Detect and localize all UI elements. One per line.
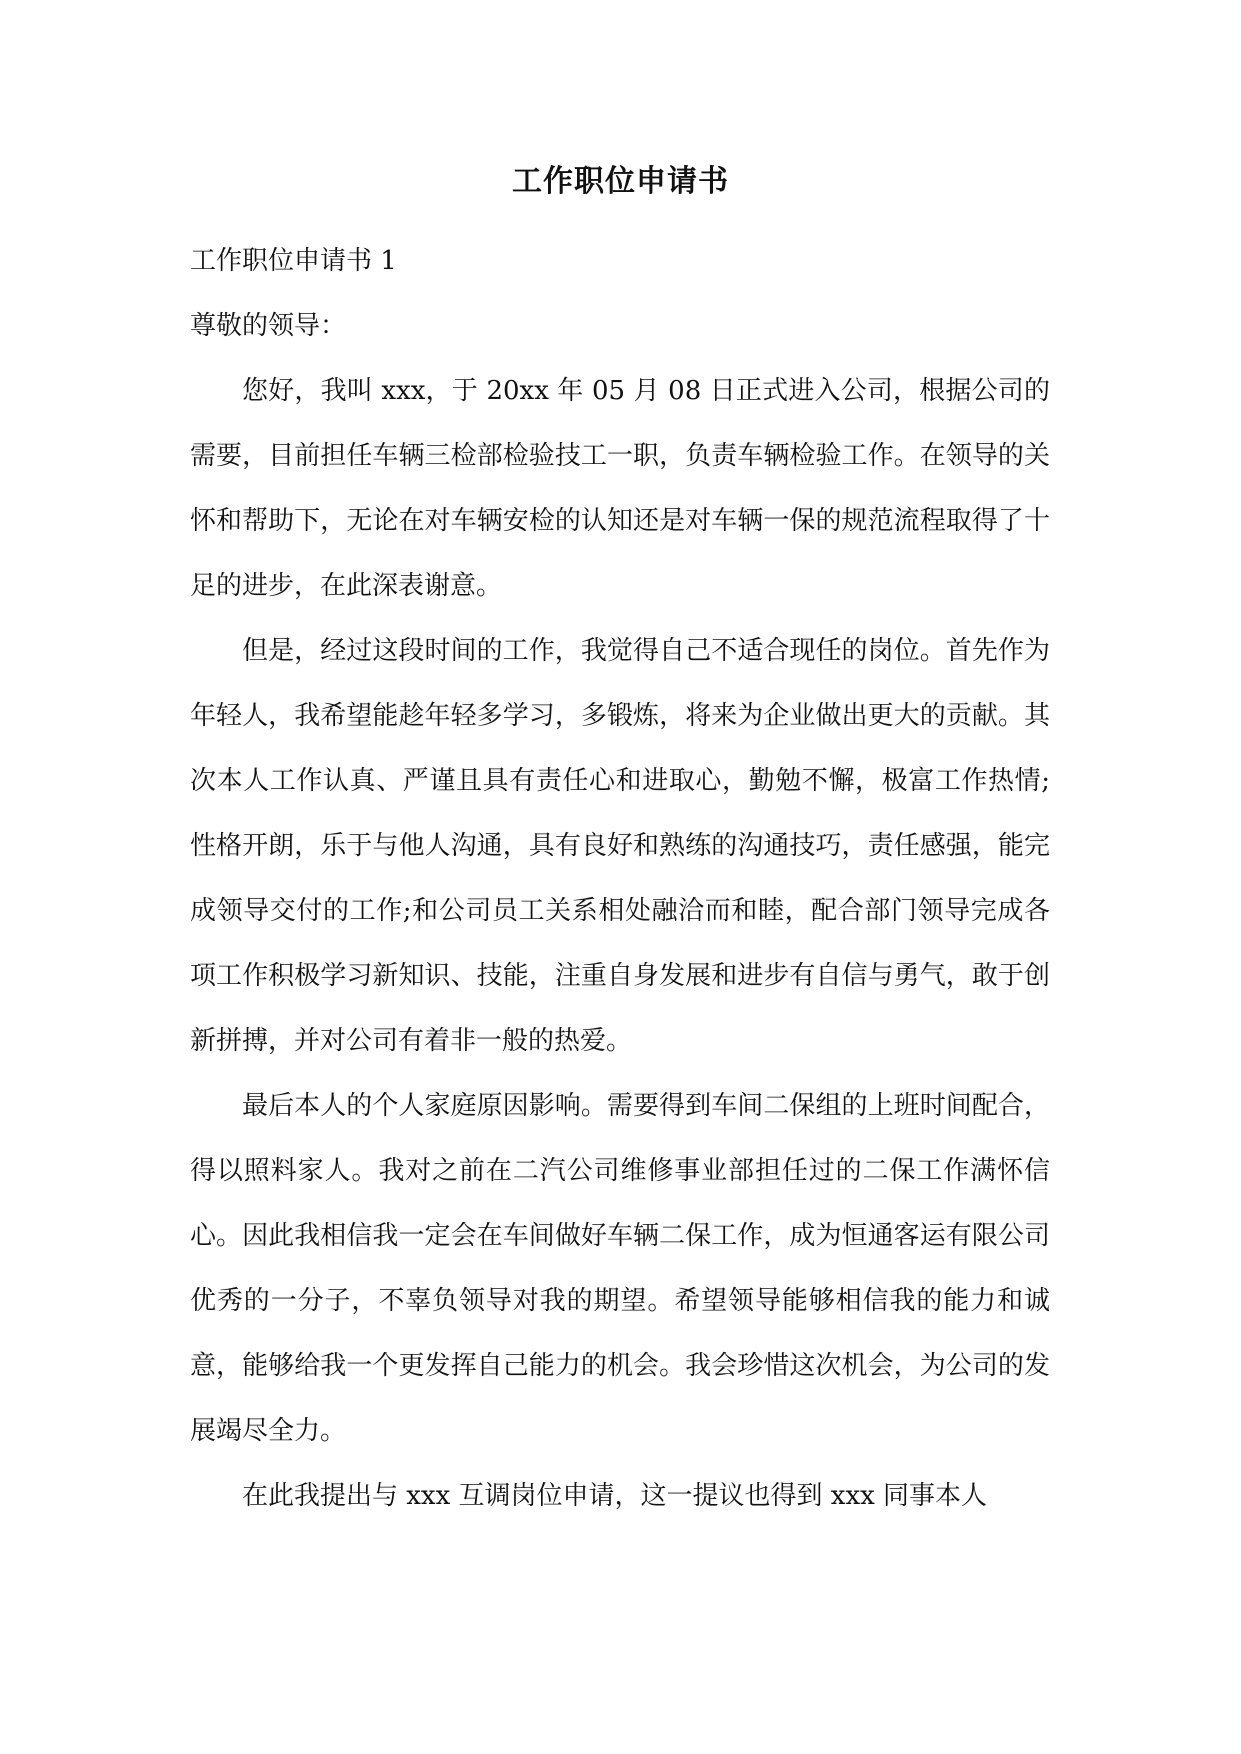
document-title: 工作职位申请书: [512, 164, 729, 199]
paragraph-3: 最后本人的个人家庭原因影响。需要得到车间二保组的上班时间配合，得以照料家人。我对之前在二汽公司维修事业部担任过的二保工作满怀信心。因此我相信我一定会在车间做好车辆二保工作，成为恒通客运有限公司优秀的一分子，不辜负领导对我的期望。希望领导能够相信我的能力和诚意，能够给我一个更发挥自己能力的机会。我会珍惜这次机会，为公司的发展竭尽全力。: [190, 1091, 1050, 1446]
section-heading: 工作职位申请书 1: [190, 246, 397, 276]
document-body: [190, 229, 1050, 1529]
paragraph-1: 您好，我叫 xxx，于 20xx 年 05 月 08 日正式进入公司，根据公司的需要，目前担任车辆三检部检验技工一职，负责车辆检验工作。在领导的关怀和帮助下，无论在对车辆安检的认知还是对车辆一保的规范流程取得了十足的进步，在此深表谢意。: [190, 376, 1050, 601]
paragraph-2: 但是，经过这段时间的工作，我觉得自己不适合现任的岗位。首先作为年轻人，我希望能趁年轻多学习，多锻炼，将来为企业做出更大的贡献。其次本人工作认真、严谨且具有责任心和进取心，勤勉不懈，极富工作热情;性格开朗，乐于与他人沟通，具有良好和熟练的沟通技巧，责任感强，能完成领导交付的工作;和公司员工关系相处融洽而和睦，配合部门领导完成各项工作积极学习新知识、技能，注重自身发展和进步有自信与勇气，敢于创新拼搏，并对公司有着非一般的热爱。: [190, 636, 1050, 1056]
paragraph-4: 在此我提出与 xxx 互调岗位申请，这一提议也得到 xxx 同事本人: [242, 1481, 988, 1511]
salutation: 尊敬的领导：: [190, 311, 347, 341]
